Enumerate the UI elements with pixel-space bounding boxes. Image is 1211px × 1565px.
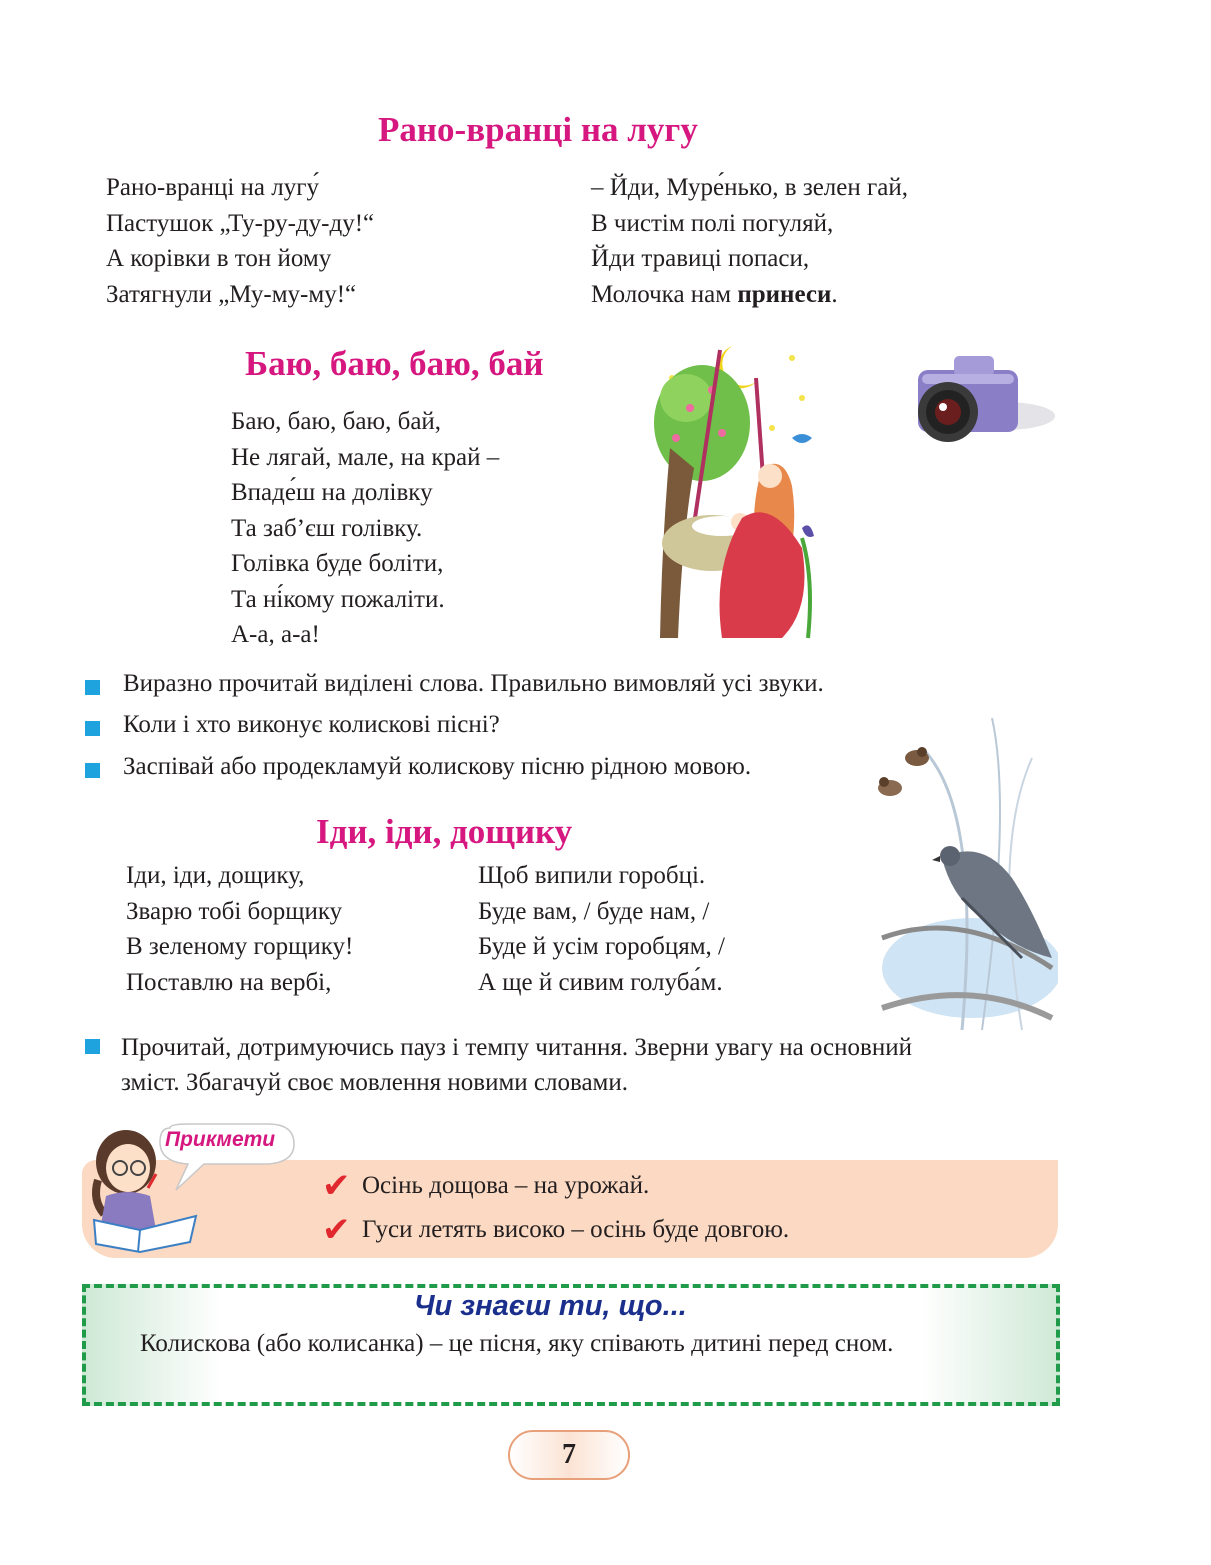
- verse-text: .: [831, 280, 838, 308]
- page-number: 7: [508, 1430, 630, 1480]
- checkmark-icon: ✔: [322, 1210, 351, 1250]
- task-item: Заспівай або продекламуй колискову пісню рідною мовою.: [123, 753, 752, 780]
- verse-line: Щоб випили горобці.: [478, 862, 706, 889]
- task-line: зміст. Збагачуй своє мовлення новими словами.: [121, 1069, 629, 1096]
- sign-item: Осінь дощова – на урожай.: [362, 1172, 650, 1199]
- verse-line: А корівки в тон йому: [106, 245, 332, 272]
- verse-line: Іди, іди, дощику,: [126, 862, 305, 889]
- verse-line: Буде вам, / буде нам, /: [478, 897, 710, 925]
- checkmark-icon: ✔: [322, 1166, 351, 1206]
- highlighted-word: принеси: [737, 280, 832, 308]
- verse-line: Зварю тобі борщику: [126, 897, 343, 925]
- verse-line: Йди травиці попаси,: [591, 245, 810, 272]
- poem2-title: Баю, баю, баю, бай: [245, 344, 544, 383]
- camera-icon: [910, 348, 1056, 448]
- sign-item: Гуси летять високо – осінь буде довгою.: [362, 1216, 790, 1243]
- signs-label: Прикмети: [165, 1128, 276, 1151]
- verse-line-last: [591, 277, 908, 313]
- task-item: Виразно прочитай виділені слова. Правильно вимовляй усі звуки.: [123, 670, 824, 697]
- verse-line: Затягнули „Му-му-му!“: [106, 280, 357, 308]
- verse-line: А-а, а-а!: [231, 621, 320, 648]
- task-item: Коли і хто виконує колискові пісні?: [123, 711, 500, 738]
- verse-line: Пастушок „Ту-ру-ду-ду!“: [106, 209, 375, 237]
- verse-line: Голівка буде боліти,: [231, 550, 444, 577]
- poem2-stanza: [231, 404, 499, 653]
- poem3-left-stanza: [126, 858, 353, 1000]
- verse-line: – Йди, Муре́нько, в зелен гай,: [591, 174, 908, 201]
- lullaby-illustration: [652, 338, 828, 654]
- bullet-icon: [85, 763, 100, 778]
- poem3-title: Іди, іди, дощику: [316, 812, 573, 851]
- poem1-left-stanza: [106, 170, 374, 312]
- task-line: Прочитай, дотримуючись пауз і темпу читання. Зверни увагу на основний: [121, 1034, 912, 1061]
- birds-illustration: [862, 718, 1058, 1030]
- poem3-right-stanza: [478, 858, 725, 1000]
- poem1-right-stanza: [591, 170, 908, 312]
- bullet-icon: [85, 680, 100, 695]
- verse-line: Та заб’єш голівку.: [231, 514, 423, 542]
- verse-line: Поставлю на вербі,: [126, 968, 332, 996]
- verse-text: Молочка нам: [591, 280, 738, 308]
- did-you-know-title: Чи знаєш ти, що...: [414, 1290, 687, 1322]
- task-item: [121, 1030, 912, 1100]
- bullet-icon: [85, 721, 100, 736]
- verse-line: Та ні́кому пожаліти.: [231, 585, 445, 613]
- poem1-title: Рано-вранці на лугу: [378, 110, 698, 149]
- verse-line: Не лягай, мале, на край –: [231, 443, 500, 471]
- verse-line: А ще й сивим голуба́м.: [478, 968, 723, 996]
- verse-line: Баю, баю, баю, бай,: [231, 408, 442, 435]
- verse-line: В чистім полі погуляй,: [591, 209, 834, 237]
- verse-line: Рано-вранці на лугу́: [106, 174, 320, 201]
- verse-line: Впаде́ш на долівку: [231, 479, 433, 506]
- verse-line: Буде й усім горобцям, /: [478, 933, 725, 960]
- bullet-icon: [85, 1039, 100, 1054]
- did-you-know-text: Колискова (або колисанка) – це пісня, яку співають дитині перед сном.: [140, 1330, 894, 1357]
- verse-line: В зеленому горщику!: [126, 933, 354, 960]
